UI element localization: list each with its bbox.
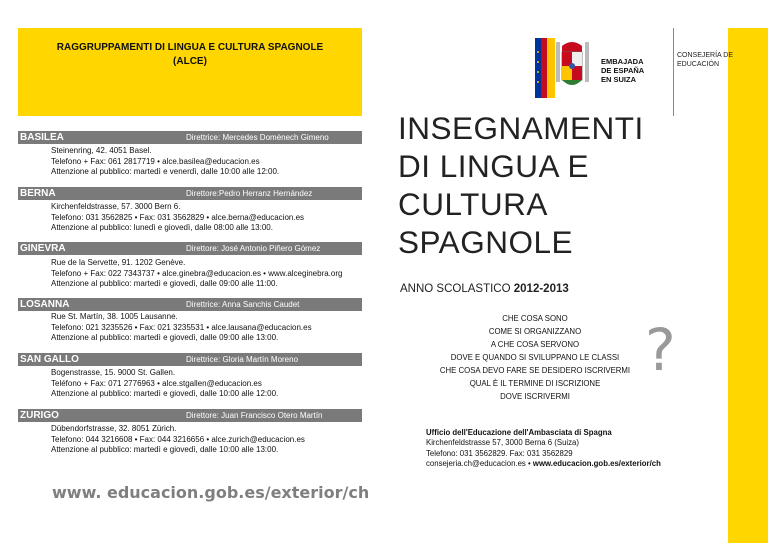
office-details-zurigo: [51, 424, 305, 456]
office-address: Bogenstrasse, 15. 9000 St. Gallen.: [51, 368, 176, 377]
office-address: Steinenring, 42. 4051 Basel.: [51, 146, 152, 155]
office-bar-san-gallo: [18, 353, 362, 366]
office-city: LOSANNA: [20, 299, 70, 310]
office-address: Rue St. Martín, 38. 1005 Lausanne.: [51, 312, 178, 321]
office-details-ginevra: [51, 258, 342, 290]
embassy-line3: EN SUIZA: [601, 75, 637, 84]
office-contact: Telefono: 044 3216608 • Fax: 044 3216656 • alce.zurich@educacion.es: [51, 434, 305, 444]
topic-item: DOVE E QUANDO SI SVILUPPANO LE CLASSI: [450, 353, 620, 362]
office-hours: Attenzione al pubblico: lunedì e giovedì, dalle 08:00 alle 13:00.: [51, 223, 273, 232]
main-title: [398, 109, 644, 261]
contact-online: [426, 459, 661, 469]
embassy-line1: EMBAJADA: [601, 57, 644, 66]
spain-coat-of-arms-logo: [535, 38, 595, 98]
consejeria-name: [677, 52, 733, 69]
main-title-line1: INSEGNAMENTI: [398, 110, 644, 146]
topic-item: DOVE ISCRIVERMI: [500, 392, 570, 401]
office-bar-basilea: [18, 131, 362, 144]
office-city: ZURIGO: [20, 410, 59, 421]
header-title-line2: (ALCE): [173, 56, 207, 67]
topics-list: [420, 312, 650, 403]
office-hours: Attenzione al pubblico: martedì e giovedì, dalle 10:00 alle 13:00.: [51, 445, 279, 454]
office-bar-zurigo: [18, 409, 362, 422]
school-year-value: 2012-2013: [513, 283, 569, 295]
question-mark-icon: ?: [645, 316, 676, 384]
header-divider: [673, 28, 674, 116]
topic-item: CHE COSA DEVO FARE SE DESIDERO ISCRIVERMI: [439, 366, 631, 375]
contact-phone: Telefono: 031 3562829. Fax: 031 3562829: [426, 448, 573, 458]
office-director: Direttore:Pedro Herranz Hernández: [186, 189, 313, 198]
office-hours: Attenzione al pubblico: martedì e giovedì, dalle 10:00 alle 12:00.: [51, 389, 279, 398]
main-title-line3: CULTURA: [398, 186, 548, 222]
office-hours: Attenzione al pubblico: martedì e giovedì, dalle 09:00 alle 11:00.: [51, 279, 278, 288]
embassy-line2: DE ESPAÑA: [601, 66, 645, 75]
school-year: [400, 283, 569, 295]
consejeria-line1: CONSEJERÍA DE: [677, 52, 734, 59]
office-hours: Attenzione al pubblico: martedì e giovedì, dalle 09:00 alle 13:00.: [51, 333, 279, 342]
office-director: Direttrice: Anna Sanchis Caudet: [186, 300, 300, 309]
office-city: SAN GALLO: [20, 354, 79, 365]
office-city: BASILEA: [20, 132, 64, 143]
topic-item: COME SI ORGANIZZANO: [488, 327, 582, 336]
office-address: Rue de la Servette, 91. 1202 Genève.: [51, 258, 186, 267]
office-director: Direttrice: Gloria Martín Moreno: [186, 355, 299, 364]
office-details-basilea: [51, 146, 279, 178]
office-contact: Telefono: 031 3562825 • Fax: 031 3562829 • alce.berna@educacion.es: [51, 212, 305, 222]
side-accent-strip: [728, 28, 768, 543]
office-address: Dübendorfstrasse, 32. 8051 Zürich.: [51, 424, 177, 433]
consejeria-line2: EDUCACIÓN: [677, 60, 720, 68]
office-contact: Telefono + Fax: 022 7343737 • alce.ginebra@educacion.es • www.alceginebra.org: [51, 268, 343, 278]
topic-item: QUAL È IL TERMINE DI ISCRIZIONE: [469, 379, 601, 388]
contact-block: [426, 428, 661, 469]
office-city: GINEVRA: [20, 243, 66, 254]
embassy-name: [601, 57, 644, 84]
office-contact: Telefono: 021 3235526 • Fax: 021 3235531 • alce.lausana@educacion.es: [51, 322, 312, 332]
topic-item: A CHE COSA SERVONO: [490, 340, 580, 349]
office-bar-losanna: [18, 298, 362, 311]
contact-web[interactable]: www.educacion.gob.es/exterior/ch: [532, 458, 661, 468]
office-city: BERNA: [20, 188, 56, 199]
contact-address: Kirchenfeldstrasse 57, 3000 Berna 6 (Suiza): [426, 438, 579, 448]
website-link[interactable]: www. educacion.gob.es/exterior/ch: [52, 483, 370, 502]
office-director: Direttrice: Mercedes Domènech Gimeno: [186, 133, 329, 142]
office-address: Kirchenfeldstrasse, 57. 3000 Bern 6.: [51, 202, 181, 211]
office-director: Direttore: Juan Francisco Otero Martín: [186, 411, 323, 420]
office-contact: Telefono + Fax: 061 2817719 • alce.basilea@educacion.es: [51, 156, 260, 166]
header-title-line1: RAGGRUPPAMENTI DI LINGUA E CULTURA SPAGNOLE: [56, 42, 324, 53]
header-banner: [18, 28, 362, 116]
office-bar-ginevra: [18, 242, 362, 255]
office-details-berna: [51, 202, 304, 234]
main-title-line4: SPAGNOLE: [398, 224, 573, 260]
contact-title: Ufficio dell'Educazione dell'Ambasciata di Spagna: [426, 428, 612, 437]
office-contact: Teléfono + Fax: 071 2776963 • alce.stgallen@educacion.es: [51, 378, 262, 388]
office-details-losanna: [51, 312, 312, 344]
main-title-line2: DI LINGUA E: [398, 148, 590, 184]
office-director: Direttore: José Antonio Piñero Gómez: [186, 244, 321, 253]
school-year-label: ANNO SCOLASTICO: [400, 283, 511, 295]
office-hours: Attenzione al pubblico: martedì e venerdì, dalle 10:00 alle 12:00.: [51, 167, 280, 176]
office-details-san-gallo: [51, 368, 278, 400]
office-bar-berna: [18, 187, 362, 200]
contact-email[interactable]: consejeria.ch@educacion.es •: [426, 458, 531, 468]
topic-item: CHE COSA SONO: [502, 314, 568, 323]
